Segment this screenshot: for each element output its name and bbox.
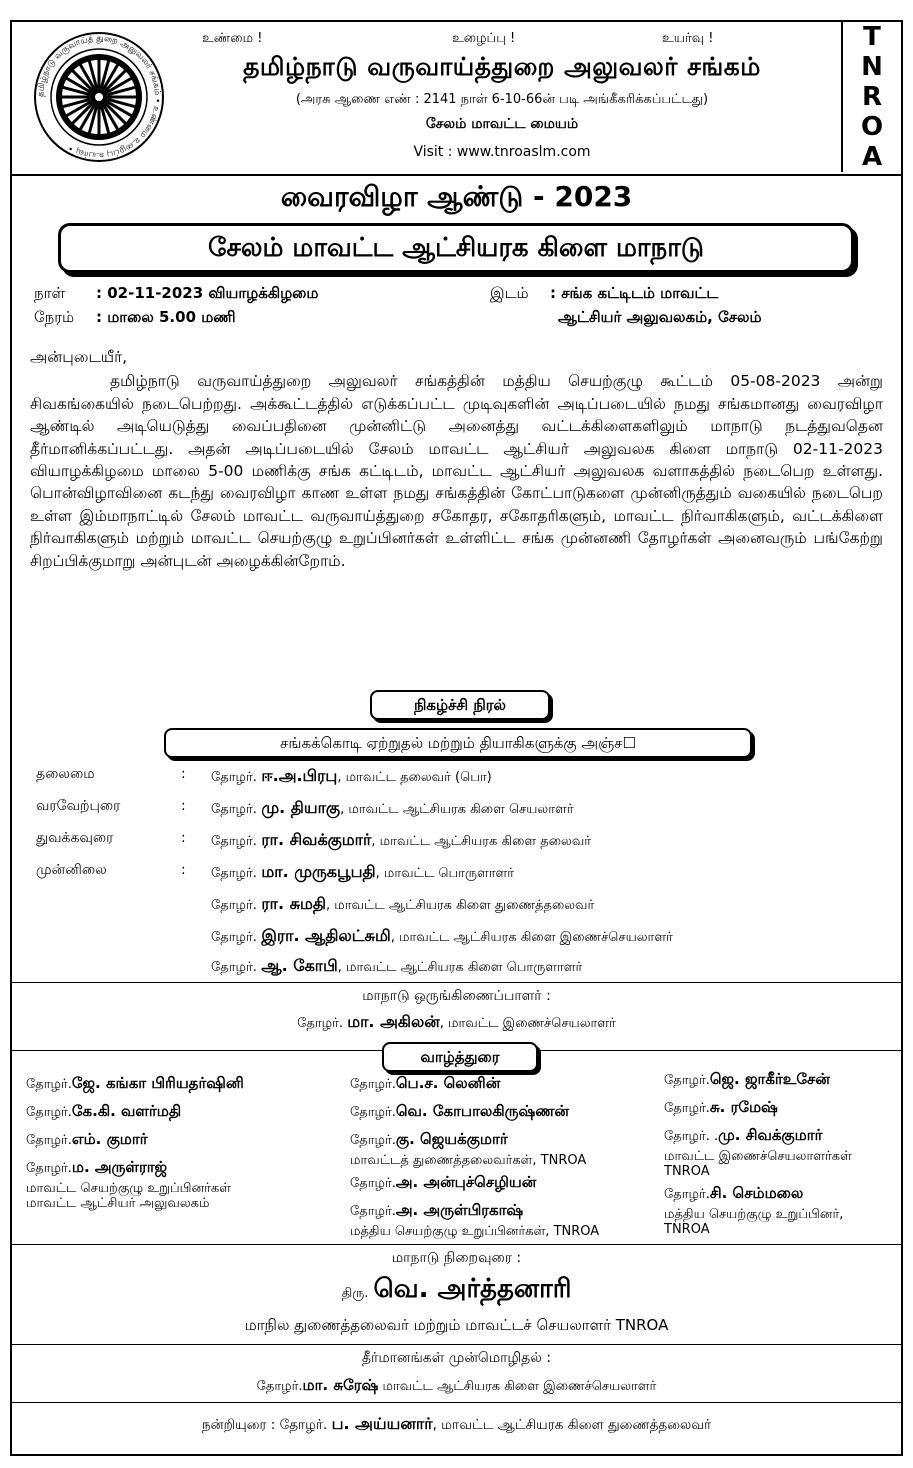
- schedule-row: [36, 798, 896, 822]
- greetings-col-2: [350, 1070, 599, 1240]
- schedule-colon: :: [181, 862, 186, 878]
- greet-footer: மாவட்ட ஆட்சியர் அலுவலகம்: [26, 1196, 210, 1211]
- coordinator-prefix: தோழர்.: [297, 1016, 344, 1031]
- venue-line1: : சங்க கட்டிடம் மாவட்ட: [550, 284, 719, 302]
- greet-item: தோழர்.ம. அருள்ராஜ்: [26, 1158, 168, 1176]
- greet-item: தோழர்.எம். குமார்: [26, 1130, 148, 1148]
- coordinator-name: மா. அகிலன்: [347, 1012, 440, 1031]
- schedule-person: தோழர். இரா. ஆதிலட்சுமி, மாவட்ட ஆட்சியரக கிளை இணைச்செயலாளர்: [211, 926, 673, 945]
- schedule-person: தோழர். ரா. சுமதி, மாவட்ட ஆட்சியரக கிளை துணைத்தலைவர்: [211, 894, 595, 913]
- side-letter: R: [861, 82, 883, 112]
- conference-title: சேலம் மாவட்ட ஆட்சியரக கிளை மாநாடு: [58, 223, 854, 273]
- greet-footer: மாவட்ட செயற்குழு உறுப்பினர்கள்: [26, 1181, 231, 1196]
- schedule-person: தோழர். மு. தியாகு, மாவட்ட ஆட்சியரக கிளை செயலாளர்: [211, 798, 574, 817]
- greet-item: தோழர்.சு. ரமேஷ்: [664, 1098, 778, 1116]
- closing-desig: மாநில துணைத்தலைவர் மற்றும் மாவட்டச் செயலாளர் TNROA: [244, 1316, 669, 1334]
- schedule-person-name: மு. தியாகு: [261, 798, 341, 817]
- website-link[interactable]: Visit : www.tnroaslm.com: [413, 144, 591, 160]
- motto-labour: உழைப்பு !: [452, 31, 516, 46]
- schedule-person-name: இரா. ஆதிலட்சுமி: [261, 926, 391, 945]
- divider: [12, 1244, 901, 1245]
- greeting: அன்புடையீர்,: [30, 348, 128, 366]
- thanks-label: நன்றியுரை : தோழர்.: [201, 1417, 328, 1433]
- greet-footer: மத்திய செயற்குழு உறுப்பினர்,: [664, 1207, 844, 1222]
- greet-item: தோழர்.பெ.ச. லெனின்: [350, 1074, 501, 1092]
- jubilee-title: வைரவிழா ஆண்டு - 2023: [280, 180, 633, 213]
- header: [12, 22, 901, 176]
- schedule-row: [36, 862, 896, 886]
- thanks-desig: , மாவட்ட ஆட்சியரக கிளை துணைத்தலைவர்: [432, 1417, 712, 1433]
- org-name: தமிழ்நாடு வருவாய்த்துறை அலுவலர் சங்கம்: [243, 52, 761, 81]
- program-heading: நிகழ்ச்சி நிரல்: [370, 690, 550, 720]
- greetings-col-1: [26, 1070, 244, 1212]
- resolutions-desig: மாவட்ட ஆட்சியரக கிளை இணைச்செயலாளர்: [378, 1379, 657, 1394]
- venue-label: இடம்: [490, 284, 529, 302]
- chakra-wheel-icon: [32, 30, 166, 164]
- schedule-person-name: மா. முருகபூபதி: [261, 862, 376, 881]
- schedule-person: தோழர். மா. முருகபூபதி, மாவட்ட பொருளாளர்: [211, 862, 515, 881]
- greet-item: தோழர்.சி. செம்மலை: [664, 1184, 804, 1202]
- thanks-row: [12, 1414, 901, 1435]
- greet-item: தோழர்.கு. ஜெயக்குமார்: [350, 1130, 508, 1148]
- schedule-person: தோழர். ஆ. கோபி, மாவட்ட ஆட்சியரக கிளை பொருளாளர்: [211, 956, 583, 975]
- schedule-row: [36, 894, 896, 918]
- resolutions-label: தீர்மானங்கள் முன்மொழிதல் :: [361, 1350, 552, 1366]
- greet-item: தோழர்.கே.கி. வளர்மதி: [26, 1102, 182, 1120]
- schedule-person: தோழர். ரா. சிவக்குமார், மாவட்ட ஆட்சியரக கிளை தலைவர்: [211, 830, 592, 849]
- greet-item: தோழர். .மு. சிவக்குமார்: [664, 1126, 823, 1144]
- schedule-role: முன்னிலை: [36, 862, 107, 878]
- coordinator-label: மாநாடு ஒருங்கிணைப்பாளர் :: [362, 988, 551, 1004]
- schedule-person-name: ஈ.அ.பிரபு: [261, 766, 338, 785]
- greetings-heading: வாழ்த்துரை: [382, 1042, 538, 1072]
- greet-item: தோழர்.ஜெ. ஜாகீர்உசேன்: [664, 1070, 830, 1088]
- time-row: [34, 308, 236, 328]
- schedule-colon: :: [181, 766, 186, 782]
- letter-paragraph: தமிழ்நாடு வருவாய்த்துறை அலுவலர் சங்கத்தின் மத்திய செயற்குழு கூட்டம் 05-08-2023 அன்று சிவகங்கையில் நடைபெற்றது. அக்கூட்டத்தில் எடுக்கப்பட்ட முடிவுகளின் அடிப்படையில் நமது சங்கமானது வைரவிழா ஆண்டில் அடியெடுத்து வைப்பதினை முன்னிட்டு அனைத்து வட்டக்கிளைகளிலும் மாநாடு நடத்துவதென தீர்மானிக்கப்பட்டது. அதன் அடிப்படையில் சேலம் மாவட்ட ஆட்சியர் அலுவலக கிளை மாநாடு 02-11-2023 வியாழக்கிழமை மாலை 5-00 மணிக்கு சங்க கட்டிடம், மாவட்ட ஆட்சியர் அலுவலக வளாகத்தில் நடைபெற உள்ளது. பொன்விழாவினை கடந்து வைரவிழா காண உள்ள நமது சங்கத்தின் கோட்பாடுகளை முன்னிருத்தும் வகையில் நடைபெற உள்ள இம்மாநாட்டில் சேலம் மாவட்ட வருவாய்த்துறை சகோதர, சகோதரிகளும், மாவட்ட நிர்வாகிகளும், வட்டக்கிளை நிர்வாகிகளும் மற்றும் மாவட்ட செயற்குழு உறுப்பினர்கள் உள்ளிட்ட சங்க முன்னணி தோழர்கள் அனைவரும் பங்கேற்று சிறப்பிக்குமாறு அன்புடன் அழைக்கின்றோம்.: [30, 372, 883, 570]
- schedule-role: துவக்கவுரை: [36, 830, 114, 846]
- logo-ring-text: தமிழ்நாடு வருவாய்த் துறை அலுவலர் சங்கம் • உண்மை உழைப்பு உயர்வு •: [35, 33, 163, 161]
- resolutions-name: மா. சுரேஷ்: [302, 1376, 379, 1394]
- schedule-row: [36, 830, 896, 854]
- greet-item: தோழர்.வெ. கோபாலகிருஷ்ணன்: [350, 1102, 569, 1120]
- closing-row: [12, 1274, 901, 1307]
- date-label: நாள்: [34, 284, 65, 302]
- divider: [12, 1402, 901, 1403]
- letter-body: [30, 346, 883, 572]
- coordinator-desig: , மாவட்ட இணைச்செயலாளர்: [439, 1016, 616, 1031]
- schedule-person-name: ரா. சுமதி: [261, 894, 327, 913]
- schedule-colon: :: [181, 798, 186, 814]
- closing-prefix: திரு.: [341, 1286, 369, 1301]
- greet-footer: மாவட்டத் துணைத்தலைவர்கள், TNROA: [350, 1153, 587, 1168]
- resolutions-row: [12, 1376, 901, 1396]
- greet-item: தோழர்.அ. அன்புச்செழியன்: [350, 1173, 537, 1191]
- date-row: [34, 284, 318, 304]
- side-letter: A: [861, 142, 883, 172]
- side-letter: O: [860, 112, 884, 142]
- district-center: சேலம் மாவட்ட மையம்: [425, 116, 579, 132]
- greet-item: தோழர்.அ. அருள்பிரகாஷ்: [350, 1201, 524, 1219]
- thanks-name: ப. அய்யனார்: [331, 1414, 433, 1433]
- closing-label: மாநாடு நிறைவுரை :: [391, 1250, 522, 1266]
- motto-progress: உயர்வு !: [662, 31, 714, 46]
- schedule-row: [36, 926, 896, 950]
- flag-hoisting-item: சங்கக்கொடி ஏற்றுதல் மற்றும் தியாகிகளுக்கு அஞ்ச☐: [164, 728, 752, 758]
- venue-row: [490, 284, 718, 304]
- schedule-role: வரவேற்புரை: [36, 798, 121, 814]
- time-label: நேரம்: [34, 308, 75, 326]
- schedule-role: தலைமை: [36, 766, 95, 782]
- coordinator-row: [12, 1012, 901, 1033]
- greetings-col-3: [664, 1066, 852, 1238]
- greet-item: தோழர்.ஜே. கங்கா பிரியதர்ஷினி: [26, 1074, 244, 1092]
- side-letter: T: [863, 22, 881, 52]
- closing-name: வெ. அர்த்தனாரி: [373, 1274, 572, 1304]
- invitation-frame: [10, 20, 903, 1456]
- schedule-row: [36, 956, 896, 980]
- tnroa-side-letters: [841, 22, 901, 172]
- registration-note: (அரசு ஆணை எண் : 2141 நாள் 6-10-66ன் படி அங்கீகரிக்கப்பட்டது): [295, 92, 709, 107]
- schedule-colon: :: [181, 830, 186, 846]
- side-letter: N: [861, 52, 883, 82]
- date-value: : 02-11-2023 வியாழக்கிழமை: [96, 284, 319, 302]
- divider: [12, 982, 901, 983]
- schedule-person-name: ரா. சிவக்குமார்: [261, 830, 372, 849]
- divider: [12, 1344, 901, 1345]
- resolutions-prefix: தோழர்.: [256, 1379, 303, 1394]
- schedule-row: [36, 766, 896, 790]
- venue-line2-row: [558, 308, 762, 328]
- greet-footer: TNROA: [664, 1164, 710, 1179]
- schedule-person-name: ஆ. கோபி: [261, 956, 338, 975]
- greet-footer: மத்திய செயற்குழு உறுப்பினர்கள், TNROA: [350, 1224, 600, 1239]
- time-value: : மாலை 5.00 மணி: [96, 308, 236, 326]
- greet-footer: மாவட்ட இணைச்செயலாளர்கள்: [664, 1149, 852, 1164]
- greet-footer: TNROA: [664, 1222, 710, 1237]
- motto-truth: உண்மை !: [202, 31, 263, 46]
- venue-line2: ஆட்சியர் அலுவலகம், சேலம்: [558, 308, 762, 326]
- schedule-person: தோழர். ஈ.அ.பிரபு, மாவட்ட தலைவர் (பொ): [211, 766, 492, 785]
